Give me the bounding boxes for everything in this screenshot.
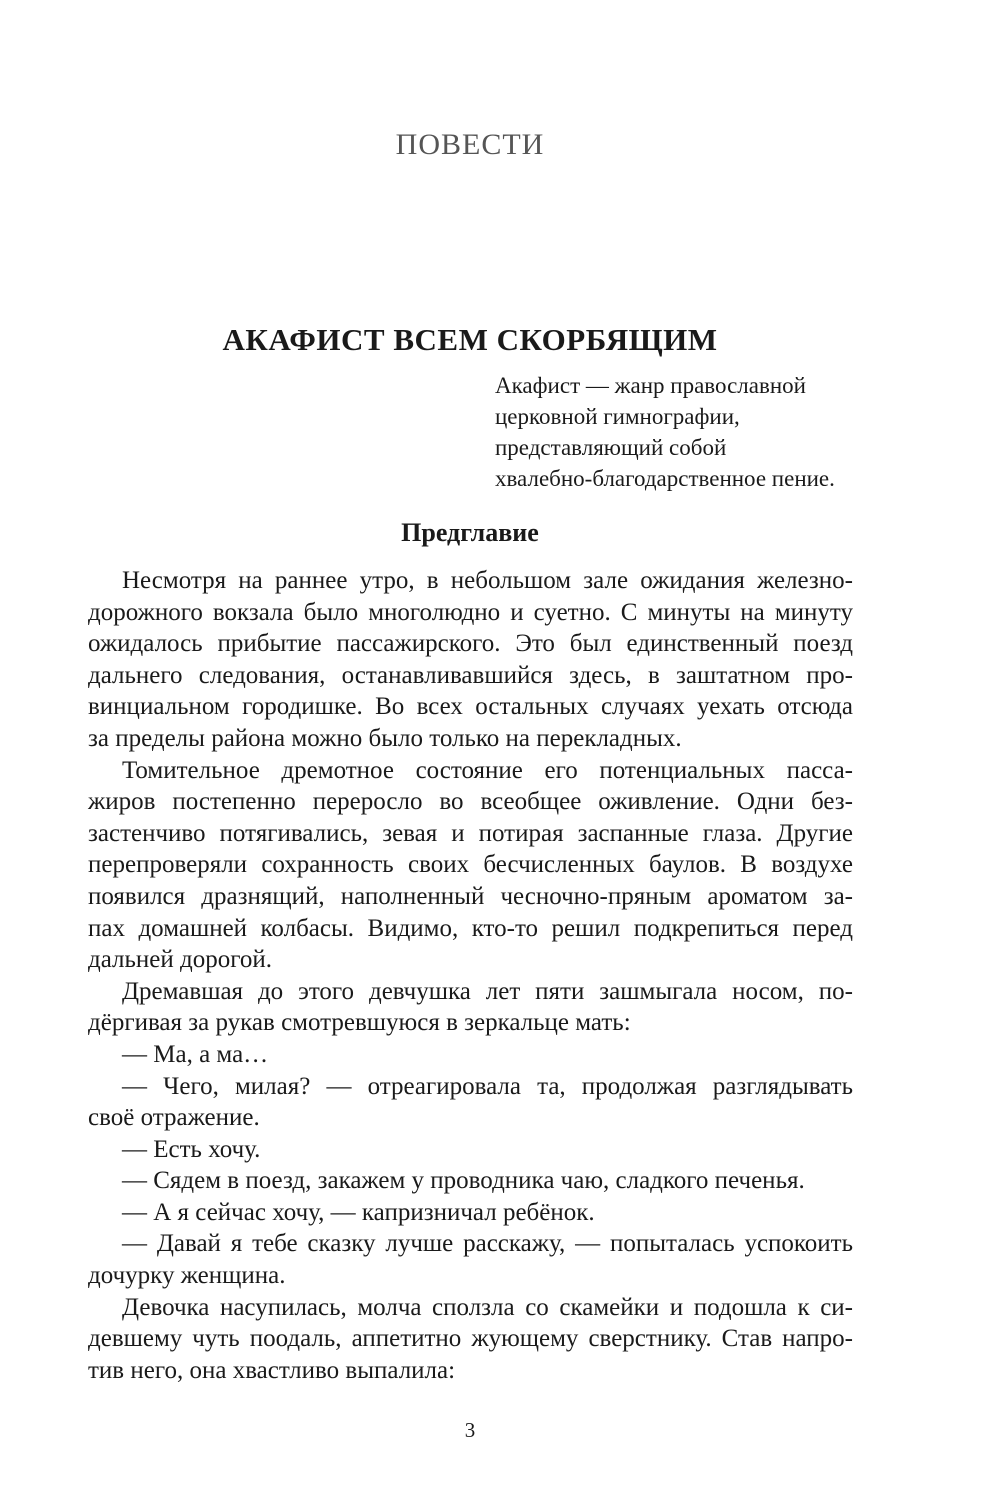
epigraph-line: Акафист — жанр православной bbox=[495, 373, 806, 398]
text-line: — Ма, а ма… bbox=[122, 1040, 269, 1068]
paragraph bbox=[88, 565, 853, 755]
section-title: ПОВЕСТИ bbox=[395, 128, 545, 161]
chapter-title: Предглавие bbox=[401, 518, 539, 547]
paragraph bbox=[88, 1039, 853, 1071]
text-line: Дремавшая до этого девчушка лет пяти зашмыгала носом, по- bbox=[122, 977, 853, 1005]
text-line: Несмотря на раннее утро, в небольшом зале ожидания железно- bbox=[122, 567, 853, 594]
paragraph bbox=[88, 1071, 853, 1134]
paragraph bbox=[88, 1228, 853, 1291]
epigraph bbox=[495, 370, 895, 494]
text-line: ожидалось прибытие пассажирского. Это был единственный поезд bbox=[88, 630, 853, 658]
paragraph bbox=[88, 1197, 853, 1229]
text-line: Томительное дремотное состояние его потенциальных пасса- bbox=[122, 756, 853, 784]
text-line: — Сядем в поезд, закажем у проводника чаю, сладкого печенья. bbox=[122, 1167, 805, 1195]
text-line: — Есть хочу. bbox=[122, 1135, 261, 1163]
text-line: дальней дорогой. bbox=[88, 946, 272, 974]
text-line: Девочка насупилась, молча сползла со скамейки и подошла к си- bbox=[122, 1293, 853, 1321]
paragraph bbox=[88, 1165, 853, 1197]
text-line: дорожного вокзала было многолюдно и суетно. С минуты на минуту bbox=[88, 598, 853, 626]
text-line: — Давай я тебе сказку лучше расскажу, — попыталась успокоить bbox=[122, 1230, 853, 1258]
paragraph bbox=[88, 1134, 853, 1166]
text-line: застенчиво потягивались, зевая и потирая заспанные глаза. Другие bbox=[88, 819, 853, 847]
epigraph-line: церковной гимнографии, bbox=[495, 404, 740, 429]
text-line: жиров постепенно переросло во всеобщее оживление. Одни без- bbox=[88, 788, 853, 816]
text-line: своё отражение. bbox=[88, 1104, 260, 1132]
epigraph-line: хвалебно-благодарственное пение. bbox=[495, 466, 835, 491]
text-line: пах домашней колбасы. Видимо, кто-то решил подкрепиться перед bbox=[88, 914, 853, 942]
paragraph bbox=[88, 976, 853, 1039]
text-line: девшему чуть поодаль, аппетитно жующему сверстнику. Став напро- bbox=[88, 1325, 853, 1353]
text-line: — А я сейчас хочу, — капризничал ребёнок. bbox=[122, 1198, 595, 1226]
text-line: тив него, она хвастливо выпалила: bbox=[88, 1356, 456, 1384]
text-line: винциальном городишке. Во всех остальных случаях уехать отсюда bbox=[88, 693, 853, 721]
text-line: дальнего следования, останавливавшийся здесь, в заштатном про- bbox=[88, 661, 853, 689]
story-title: АКАФИСТ ВСЕМ СКОРБЯЩИМ bbox=[222, 322, 718, 357]
text-line: дёргивая за рукав смотревшуюся в зеркальце мать: bbox=[88, 1009, 631, 1037]
paragraph bbox=[88, 755, 853, 976]
text-line: за пределы района можно было только на перекладных. bbox=[88, 724, 682, 752]
text-line: перепроверяли сохранность своих бесчисленных баулов. В воздухе bbox=[88, 851, 853, 879]
page-number: 3 bbox=[464, 1418, 476, 1442]
text-line: — Чего, милая? — отреагировала та, продолжая разглядывать bbox=[122, 1072, 853, 1100]
text-line: появился дразнящий, наполненный чесночно-пряным ароматом за- bbox=[88, 882, 853, 910]
body-text bbox=[88, 565, 853, 1386]
epigraph-line: представляющий собой bbox=[495, 435, 727, 460]
text-line: дочурку женщина. bbox=[88, 1262, 286, 1290]
paragraph bbox=[88, 1292, 853, 1387]
